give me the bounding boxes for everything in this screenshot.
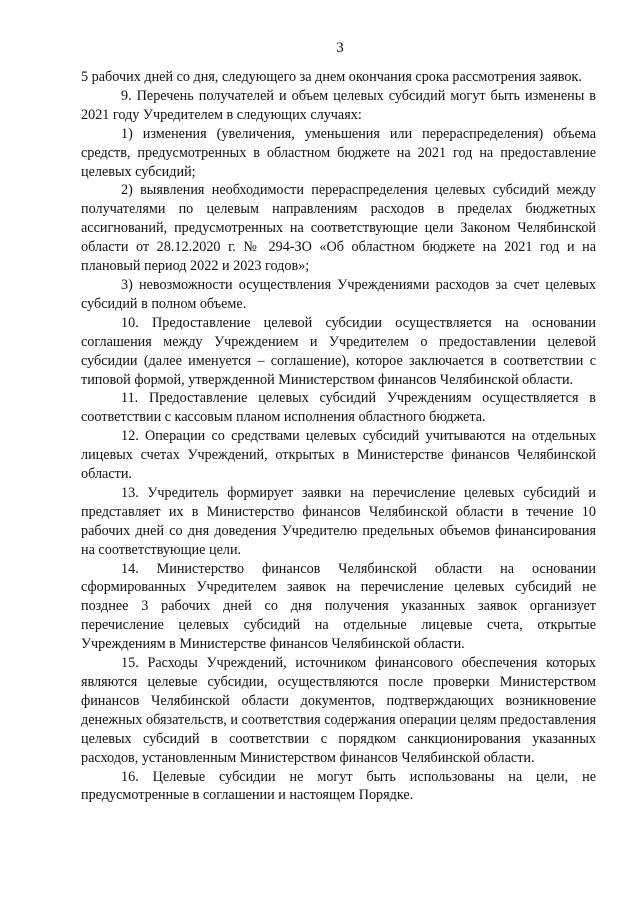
- paragraph-13: 13. Учредитель формирует заявки на перечисление целевых субсидий и представляет их в Министерство финансов Челябинской области в течение 10 рабочих дней со дня доведения Учредителю предельных объемов финансирования на соответствующие цели.: [81, 484, 596, 558]
- paragraph-15: 15. Расходы Учреждений, источником финансового обеспечения которых являются целевые субсидии, осуществляются после проверки Министерством финансов Челябинской области документов, подтверждающих возникновение денежных обязательств, и соответствия содержания операции целям предоставления целевых субсидий в соответствии с порядком санкционирования указанных расходов, установленным Министерством финансов Челябинской области.: [81, 655, 596, 766]
- document-body: [81, 68, 596, 805]
- paragraph-9: 9. Перечень получателей и объем целевых субсидий могут быть изменены в 2021 году Учредителем в следующих случаях:: [81, 87, 596, 123]
- page-number: 3: [336, 40, 344, 56]
- paragraph-16: 16. Целевые субсидии не могут быть использованы на цели, не предусмотренные в соглашении и настоящем Порядке.: [81, 768, 596, 804]
- paragraph-9-item-2: 2) выявления необходимости перераспределения целевых субсидий между получателями по целевым направлениям расходов в пределах бюджетных ассигнований, предусмотренных на соответствующие цели Законом Челябинской области от 28.12.2020 г. № 294-ЗО «Об областном бюджете на 2021 год и на плановый период 2022 и 2023 годов»;: [81, 182, 596, 275]
- paragraph-continuation: 5 рабочих дней со дня, следующего за днем окончания срока рассмотрения заявок.: [81, 69, 582, 85]
- paragraph-11: 11. Предоставление целевых субсидий Учреждениям осуществляется в соответствии с кассовым планом исполнения областного бюджета.: [81, 390, 596, 426]
- paragraph-12: 12. Операции со средствами целевых субсидий учитываются на отдельных лицевых счетах Учреждений, открытых в Министерстве финансов Челябинской области.: [81, 428, 596, 483]
- paragraph-9-item-1: 1) изменения (увеличения, уменьшения или перераспределения) объема средств, предусмотренных в областном бюджете на 2021 год на предоставление целевых субсидий;: [81, 125, 596, 180]
- paragraph-10: 10. Предоставление целевой субсидии осуществляется на основании соглашения между Учреждением и Учредителем о предоставлении целевой субсидии (далее именуется – соглашение), которое заключается в соответствии с типовой формой, утвержденной Министерством финансов Челябинской области.: [81, 314, 596, 388]
- paragraph-14: 14. Министерство финансов Челябинской области на основании сформированных Учредителем заявок на перечисление целевых субсидий не позднее 3 рабочих дней со дня получения указанных заявок организует перечисление целевых субсидий на отдельные лицевые счета, открытые Учреждениям в Министерстве финансов Челябинской области.: [81, 560, 596, 653]
- paragraph-9-item-3: 3) невозможности осуществления Учреждениями расходов за счет целевых субсидий в полном объеме.: [81, 276, 596, 312]
